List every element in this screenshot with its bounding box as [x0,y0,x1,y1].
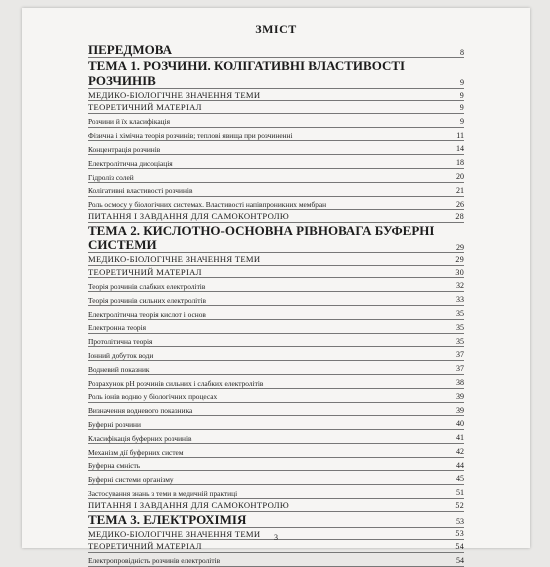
toc-entry-page: 51 [456,488,464,498]
toc-entry-title: Розрахунок pH розчинів сильних і слабких електролітів [88,378,264,388]
toc-entry-page: 52 [455,500,464,510]
toc-entry-title: Теорія розчинів сильних електролітів [88,295,207,305]
toc-entry [88,347,464,361]
toc-entry [88,210,464,222]
toc-entry-title: Буферні розчини [88,419,141,429]
toc-entry-title: Буферна ємність [88,461,141,471]
toc-entry [88,101,464,113]
toc-entry-title: ТЕОРЕТИЧНИЙ МАТЕРІАЛ [88,541,202,552]
toc-entry-page: 39 [456,391,464,401]
toc-entry [88,375,464,389]
toc-entry [88,42,464,58]
toc-entry-page: 14 [456,144,464,154]
toc-entry-title: Концентрація розчинів [88,145,161,155]
toc-entry-page: 37 [456,364,464,374]
toc-entry [88,512,464,528]
toc-entry-title: МЕДИКО-БІОЛОГІЧНЕ ЗНАЧЕННЯ ТЕМИ [88,528,261,539]
toc-entry-page: 54 [455,541,464,551]
toc-entry-page: 30 [455,267,464,277]
toc-entry-page: 9 [459,103,464,112]
toc-entry [88,155,464,169]
toc-entry-title: Водневий показник [88,364,150,374]
toc-entry-page: 53 [456,517,464,527]
toc-entry-title: ТЕОРЕТИЧНИЙ МАТЕРІАЛ [88,266,202,277]
toc-entry-title: Іонний добуток води [88,350,154,360]
toc-entry-page: 18 [456,158,464,168]
toc-entry [88,114,464,128]
toc-entry-page: 37 [456,350,464,360]
table-of-contents [88,42,464,567]
toc-entry [88,223,464,254]
toc-entry-page: 35 [456,336,464,346]
toc-entry [88,540,464,552]
toc-entry [88,169,464,183]
toc-entry-title: ТЕОРЕТИЧНИЙ МАТЕРІАЛ [88,102,202,113]
toc-entry-title: Колігативні властивості розчинів [88,186,193,196]
toc-entry-title: Електролітична дисоціація [88,158,173,168]
toc-entry [88,141,464,155]
toc-entry-page: 33 [456,295,464,305]
toc-entry [88,266,464,278]
toc-entry-page: 39 [456,405,464,415]
toc-entry-title: Електропровідність розчинів електролітів [88,556,221,566]
toc-entry-title: ПЕРЕДМОВА [88,42,172,57]
toc-entry-title: ТЕМА 1. РОЗЧИНИ. КОЛІГАТИВНІ ВЛАСТИВОСТІ РОЗЧИНІВ [88,58,406,88]
toc-entry [88,253,464,265]
toc-entry-page: 21 [456,185,464,195]
toc-entry-page: 38 [456,377,464,387]
toc-entry [88,389,464,403]
toc-entry-title: МЕДИКО-БІОЛОГІЧНЕ ЗНАЧЕННЯ ТЕМИ [88,254,261,265]
toc-entry [88,183,464,197]
toc-entry [88,499,464,511]
page-number: 3 [274,533,278,542]
toc-entry [88,278,464,292]
toc-entry-page: 45 [456,474,464,484]
toc-entry-page: 41 [456,433,464,443]
toc-entry-page: 11 [456,130,464,140]
toc-entry-page: 9 [460,78,464,88]
toc-entry [88,128,464,142]
toc-entry [88,416,464,430]
toc-entry-title: Електронна теорія [88,323,147,333]
toc-entry [88,320,464,334]
toc-entry-title: Класифікація буферних розчинів [88,433,192,443]
toc-entry-page: 35 [456,322,464,332]
toc-entry-title: Електролітична теорія кислот і основ [88,309,206,319]
toc-entry-title: Роль іонів водню у біологічних процесах [88,392,218,402]
toc-entry-title: Фізична і хімічна теорія розчинів; теплові явища при розчиненні [88,131,293,141]
toc-entry [88,197,464,211]
toc-entry-title: Теорія розчинів слабких електролітів [88,281,206,291]
toc-entry [88,292,464,306]
toc-entry [88,471,464,485]
toc-entry-title: ПИТАННЯ І ЗАВДАННЯ ДЛЯ САМОКОНТРОЛЮ [88,211,289,222]
toc-entry-title: Роль осмосу у біологічних системах. Властивості напівпроникних мембран [88,200,327,210]
page-title: ЗМІСТ [255,22,297,36]
toc-entry [88,458,464,472]
toc-entry-title: ТЕМА 3. ЕЛЕКТРОХІМІЯ [88,511,247,527]
toc-entry-page: 32 [456,281,464,291]
toc-entry-title: Розчини й їх класифікація [88,117,171,127]
toc-entry [88,553,464,567]
toc-entry-page: 9 [459,90,464,100]
toc-entry [88,334,464,348]
toc-entry-title: Визначення водневого показника [88,406,193,416]
toc-entry [88,444,464,458]
toc-entry-page: 35 [456,308,464,318]
toc-entry-title: Механізм дії буферних систем [88,447,184,457]
toc-entry [88,485,464,499]
toc-entry-title: Гідроліз солей [88,172,134,182]
toc-entry-page: 44 [456,460,464,470]
toc-entry-page: 29 [456,242,464,252]
toc-entry [88,58,464,89]
toc-entry-title: Застосування знань з теми в медичній практиці [88,488,238,498]
toc-entry-page: 9 [460,116,464,126]
toc-entry-page: 54 [456,555,464,565]
toc-entry-page: 53 [455,529,464,539]
toc-entry-page: 20 [456,171,464,181]
toc-entry-title: Буферні системи організму [88,475,174,485]
toc-entry-page: 26 [456,199,464,209]
toc-entry [88,89,464,101]
toc-entry-title: Протолітична теорія [88,337,153,347]
toc-entry [88,361,464,375]
toc-entry [88,306,464,320]
toc-entry-title: МЕДИКО-БІОЛОГІЧНЕ ЗНАЧЕННЯ ТЕМИ [88,89,261,100]
toc-entry-title: ПИТАННЯ І ЗАВДАННЯ ДЛЯ САМОКОНТРОЛЮ [88,500,289,511]
toc-entry-title: ТЕМА 2. КИСЛОТНО-ОСНОВНА РІВНОВАГА БУФЕРНІ СИСТЕМИ [88,222,435,253]
toc-entry [88,403,464,417]
toc-entry-page: 8 [460,47,464,57]
toc-entry [88,430,464,444]
book-page [22,8,530,566]
toc-entry-page: 42 [456,446,464,456]
toc-entry-page: 29 [455,255,464,265]
toc-entry-page: 40 [456,419,464,429]
toc-entry-page: 28 [455,212,464,222]
